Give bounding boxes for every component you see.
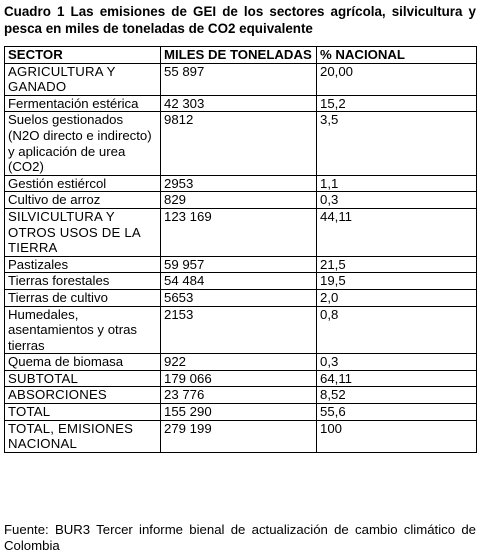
table-row	[5, 370, 477, 387]
cell-pct: 1,1	[317, 175, 477, 192]
table-row	[5, 192, 477, 209]
header-sector: SECTOR	[5, 47, 161, 64]
table-row	[5, 208, 477, 256]
cell-miles: 829	[161, 192, 317, 209]
cell-miles: 2953	[161, 175, 317, 192]
cell-pct: 100	[317, 420, 477, 452]
header-miles: MILES DE TONELADAS	[161, 47, 317, 64]
table-row	[5, 387, 477, 404]
cell-pct: 21,5	[317, 256, 477, 273]
cell-sector: Fermentación estérica	[5, 95, 161, 112]
cell-pct: 55,6	[317, 404, 477, 421]
emissions-table	[4, 46, 477, 453]
cell-miles: 922	[161, 354, 317, 371]
cell-pct: 8,52	[317, 387, 477, 404]
table-caption: Cuadro 1 Las emisiones de GEI de los sectores agrícola, silvicultura y pesca en miles de toneladas de CO2 equivalente	[4, 4, 476, 36]
cell-pct: 0,3	[317, 192, 477, 209]
table-body	[5, 63, 477, 452]
cell-miles: 23 776	[161, 387, 317, 404]
cell-miles: 9812	[161, 112, 317, 175]
cell-sector: TOTAL	[5, 404, 161, 421]
cell-sector: Humedales, asentamientos y otras tierras	[5, 306, 161, 354]
cell-sector: Quema de biomasa	[5, 354, 161, 371]
table-row	[5, 404, 477, 421]
cell-pct: 15,2	[317, 95, 477, 112]
cell-pct: 2,0	[317, 289, 477, 306]
cell-pct: 44,11	[317, 208, 477, 256]
table-header-row	[5, 47, 477, 64]
cell-miles: 59 957	[161, 256, 317, 273]
cell-pct: 19,5	[317, 273, 477, 290]
table-row	[5, 112, 477, 175]
cell-sector: SUBTOTAL	[5, 370, 161, 387]
cell-sector: TOTAL, EMISIONES NACIONAL	[5, 420, 161, 452]
cell-miles: 179 066	[161, 370, 317, 387]
cell-sector: Pastizales	[5, 256, 161, 273]
cell-sector: Tierras forestales	[5, 273, 161, 290]
cell-miles: 42 303	[161, 95, 317, 112]
cell-sector: AGRICULTURA Y GANADO	[5, 63, 161, 95]
cell-pct: 0,3	[317, 354, 477, 371]
table-row	[5, 256, 477, 273]
cell-sector: SILVICULTURA Y OTROS USOS DE LA TIERRA	[5, 208, 161, 256]
source-note: Fuente: BUR3 Tercer informe bienal de actualización de cambio climático de Colombia	[4, 522, 476, 553]
table-row	[5, 175, 477, 192]
table-row	[5, 289, 477, 306]
cell-miles: 5653	[161, 289, 317, 306]
cell-sector: Suelos gestionados (N2O directo e indirecto) y aplicación de urea (CO2)	[5, 112, 161, 175]
cell-pct: 3,5	[317, 112, 477, 175]
cell-miles: 155 290	[161, 404, 317, 421]
table-row	[5, 273, 477, 290]
cell-miles: 55 897	[161, 63, 317, 95]
header-pct: % NACIONAL	[317, 47, 477, 64]
cell-sector: Cultivo de arroz	[5, 192, 161, 209]
cell-pct: 0,8	[317, 306, 477, 354]
cell-miles: 123 169	[161, 208, 317, 256]
cell-miles: 279 199	[161, 420, 317, 452]
cell-miles: 2153	[161, 306, 317, 354]
cell-pct: 64,11	[317, 370, 477, 387]
cell-sector: Gestión estiércol	[5, 175, 161, 192]
cell-pct: 20,00	[317, 63, 477, 95]
cell-sector: ABSORCIONES	[5, 387, 161, 404]
table-row	[5, 354, 477, 371]
table-row	[5, 63, 477, 95]
cell-miles: 54 484	[161, 273, 317, 290]
table-row	[5, 420, 477, 452]
table-row	[5, 95, 477, 112]
table-row	[5, 306, 477, 354]
cell-sector: Tierras de cultivo	[5, 289, 161, 306]
